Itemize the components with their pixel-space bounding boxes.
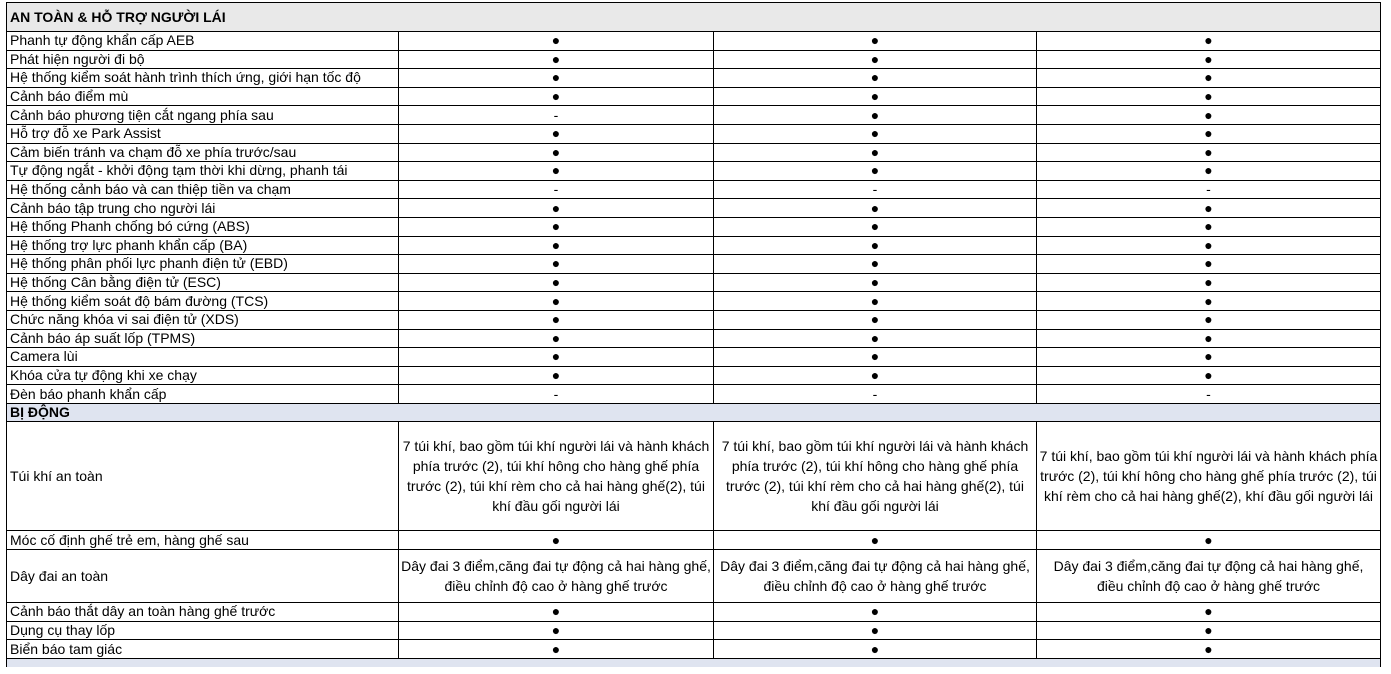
section-header-passive [7,403,1381,422]
feature-value-variant-2: - [714,385,1037,404]
safety-spec-table [6,2,1381,667]
feature-value-variant-1: ● [399,292,714,311]
spec-row [7,236,1381,255]
feature-value-variant-3: Dây đai 3 điểm,căng đai tự động cả hai hàng ghế, điều chỉnh độ cao ở hàng ghế trước [1037,550,1381,603]
feature-value-variant-1: ● [399,329,714,348]
feature-value-variant-1: ● [399,366,714,385]
feature-label: Hệ thống kiểm soát hành trình thích ứng, giới hạn tốc độ [7,69,399,88]
feature-value-variant-1: - [399,106,714,125]
feature-value-variant-3: ● [1037,106,1381,125]
spec-row [7,87,1381,106]
feature-value-variant-1: ● [399,255,714,274]
feature-value-variant-1: ● [399,236,714,255]
feature-label: Cảnh báo tập trung cho người lái [7,199,399,218]
feature-value-variant-1: - [399,385,714,404]
spec-row [7,180,1381,199]
feature-value-variant-2: ● [714,143,1037,162]
spec-row [7,603,1381,622]
feature-value-variant-3: ● [1037,32,1381,51]
feature-value-variant-3: ● [1037,236,1381,255]
feature-label: Móc cố định ghế trẻ em, hàng ghế sau [7,531,399,550]
feature-value-variant-2: ● [714,310,1037,329]
feature-label: Biển báo tam giác [7,640,399,659]
feature-label: Hệ thống cảnh báo và can thiệp tiền va chạm [7,180,399,199]
feature-value-variant-2: ● [714,217,1037,236]
spec-row [7,124,1381,143]
spec-row [7,348,1381,367]
feature-label: Cảnh báo áp suất lốp (TPMS) [7,329,399,348]
spec-sheet [6,2,1380,667]
spec-row [7,106,1381,125]
feature-value-variant-2: ● [714,292,1037,311]
feature-value-variant-2: ● [714,640,1037,659]
feature-value-variant-1: ● [399,199,714,218]
feature-label: Cảm biến tránh va chạm đỗ xe phía trước/sau [7,143,399,162]
spec-row [7,143,1381,162]
feature-label: Camera lùi [7,348,399,367]
feature-value-variant-3: ● [1037,531,1381,550]
feature-value-variant-3: ● [1037,69,1381,88]
feature-label: Đèn báo phanh khẩn cấp [7,385,399,404]
spec-row [7,366,1381,385]
feature-value-variant-1: ● [399,87,714,106]
feature-value-variant-1: - [399,180,714,199]
section-title: BỊ ĐỘNG [7,403,1381,422]
feature-value-variant-3: ● [1037,310,1381,329]
feature-value-variant-1: 7 túi khí, bao gồm túi khí người lái và hành khách phía trước (2), túi khí hông cho hàng ghế phía trước (2), túi khí rèm cho cả hai hàng ghế(2), túi khí đầu gối người lái [399,422,714,531]
feature-value-variant-3: 7 túi khí, bao gồm túi khí người lái và hành khách phía trước (2), túi khí hông cho hàng ghế phía trước (2), túi khí rèm cho cả hai hàng ghế(2), khí đầu gối người lái [1037,422,1381,531]
spec-row [7,199,1381,218]
spec-row [7,531,1381,550]
feature-value-variant-1: Dây đai 3 điểm,căng đai tự động cả hai hàng ghế, điều chỉnh độ cao ở hàng ghế trước [399,550,714,603]
feature-value-variant-1: ● [399,124,714,143]
feature-value-variant-2: ● [714,255,1037,274]
spec-row [7,69,1381,88]
feature-value-variant-3: ● [1037,124,1381,143]
section-title: AN TOÀN & HỖ TRỢ NGƯỜI LÁI [7,3,1381,32]
spec-row [7,385,1381,404]
spec-row [7,32,1381,51]
feature-value-variant-1: ● [399,531,714,550]
feature-value-variant-1: ● [399,310,714,329]
spec-row [7,422,1381,531]
feature-value-variant-3: ● [1037,640,1381,659]
feature-value-variant-3: ● [1037,143,1381,162]
feature-value-variant-2: ● [714,50,1037,69]
feature-label: Khóa cửa tự động khi xe chạy [7,366,399,385]
feature-value-variant-2: ● [714,366,1037,385]
feature-value-variant-2: ● [714,162,1037,181]
feature-value-variant-3: ● [1037,348,1381,367]
feature-value-variant-1: ● [399,143,714,162]
feature-label: Cảnh báo thắt dây an toàn hàng ghế trước [7,603,399,622]
feature-value-variant-1: ● [399,621,714,640]
spec-row [7,329,1381,348]
feature-value-variant-2: ● [714,199,1037,218]
spec-row [7,640,1381,659]
feature-value-variant-1: ● [399,69,714,88]
feature-value-variant-1: ● [399,217,714,236]
feature-value-variant-3: - [1037,180,1381,199]
feature-label: Dụng cụ thay lốp [7,621,399,640]
next-section-band [7,658,1381,667]
feature-label: Hệ thống kiểm soát độ bám đường (TCS) [7,292,399,311]
feature-value-variant-2: ● [714,531,1037,550]
feature-value-variant-3: ● [1037,603,1381,622]
feature-value-variant-1: ● [399,640,714,659]
next-section-cell [7,658,1381,667]
feature-label: Tự động ngắt - khởi động tạm thời khi dừng, phanh tái [7,162,399,181]
spec-row [7,550,1381,603]
feature-value-variant-2: ● [714,236,1037,255]
feature-value-variant-3: ● [1037,50,1381,69]
feature-value-variant-3: ● [1037,621,1381,640]
feature-value-variant-2: ● [714,348,1037,367]
feature-value-variant-1: ● [399,273,714,292]
feature-value-variant-2: ● [714,273,1037,292]
spec-row [7,50,1381,69]
spec-row [7,310,1381,329]
feature-value-variant-3: ● [1037,199,1381,218]
feature-value-variant-1: ● [399,162,714,181]
feature-value-variant-3: ● [1037,273,1381,292]
feature-value-variant-2: - [714,180,1037,199]
feature-value-variant-1: ● [399,32,714,51]
feature-value-variant-2: ● [714,603,1037,622]
feature-value-variant-2: ● [714,106,1037,125]
feature-value-variant-2: ● [714,124,1037,143]
feature-label: Cảnh báo điểm mù [7,87,399,106]
feature-value-variant-2: ● [714,32,1037,51]
feature-value-variant-2: ● [714,329,1037,348]
feature-value-variant-3: ● [1037,366,1381,385]
feature-value-variant-3: ● [1037,217,1381,236]
spec-row [7,621,1381,640]
feature-label: Hệ thống trợ lực phanh khẩn cấp (BA) [7,236,399,255]
feature-label: Chức năng khóa vi sai điện tử (XDS) [7,310,399,329]
feature-value-variant-2: ● [714,87,1037,106]
feature-label: Túi khí an toàn [7,422,399,531]
feature-value-variant-3: ● [1037,255,1381,274]
spec-row [7,255,1381,274]
feature-label: Hệ thống Phanh chống bó cứng (ABS) [7,217,399,236]
feature-value-variant-2: ● [714,621,1037,640]
section-header-safety [7,3,1381,32]
feature-value-variant-1: ● [399,603,714,622]
feature-label: Hỗ trợ đỗ xe Park Assist [7,124,399,143]
feature-value-variant-2: 7 túi khí, bao gồm túi khí người lái và hành khách phía trước (2), túi khí hông cho hàng ghế phía trước (2), túi khí rèm cho cả hai hàng ghế(2), túi khí đầu gối người lái [714,422,1037,531]
feature-value-variant-1: ● [399,50,714,69]
feature-label: Phát hiện người đi bộ [7,50,399,69]
feature-value-variant-3: ● [1037,292,1381,311]
feature-label: Hệ thống Cân bằng điện tử (ESC) [7,273,399,292]
feature-value-variant-2: ● [714,69,1037,88]
feature-value-variant-1: ● [399,348,714,367]
feature-label: Hệ thống phân phối lực phanh điện tử (EBD) [7,255,399,274]
feature-value-variant-3: ● [1037,162,1381,181]
feature-label: Dây đai an toàn [7,550,399,603]
feature-value-variant-3: ● [1037,87,1381,106]
feature-value-variant-2: Dây đai 3 điểm,căng đai tự động cả hai hàng ghế, điều chỉnh độ cao ở hàng ghế trước [714,550,1037,603]
spec-row [7,217,1381,236]
spec-row [7,162,1381,181]
feature-label: Phanh tự động khẩn cấp AEB [7,32,399,51]
feature-value-variant-3: ● [1037,329,1381,348]
feature-label: Cảnh báo phương tiện cắt ngang phía sau [7,106,399,125]
feature-value-variant-3: - [1037,385,1381,404]
spec-row [7,273,1381,292]
spec-row [7,292,1381,311]
